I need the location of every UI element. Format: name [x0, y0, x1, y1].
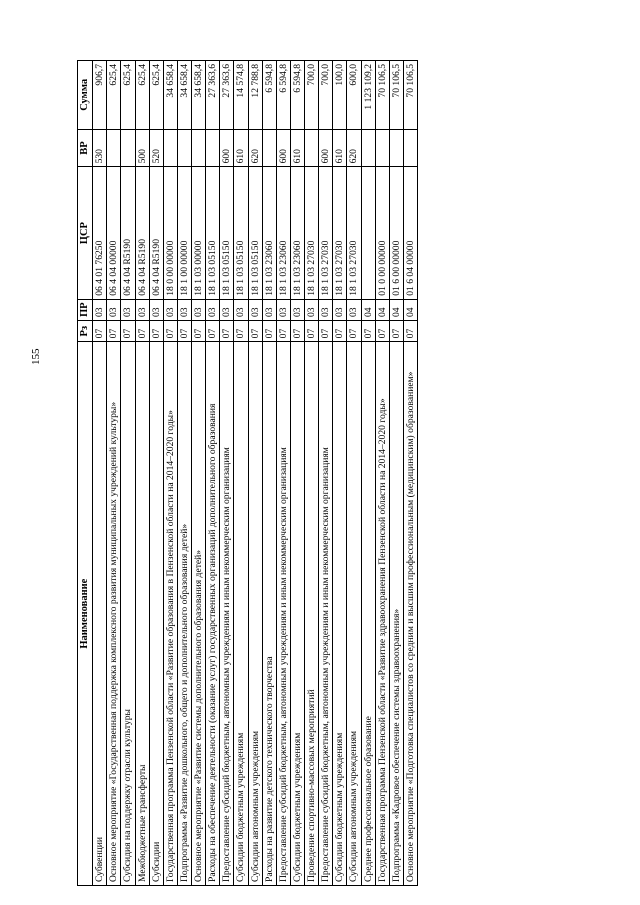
row-pr: 03 [163, 299, 177, 320]
table-row [276, 61, 290, 886]
row-csr: 18 1 03 27030 [333, 167, 347, 299]
row-rz: 07 [276, 321, 290, 342]
table-row [389, 61, 403, 886]
row-rz: 07 [192, 321, 206, 342]
row-sum: 70 106,5 [375, 61, 389, 130]
row-sum: 6 594,8 [262, 61, 276, 130]
row-vr [389, 129, 403, 167]
row-rz: 07 [290, 321, 304, 342]
row-name: Государственная программа Пензенской области «Развитие здравоохранения Пензенской области на 2014–2020 годы» [375, 342, 389, 886]
row-pr: 04 [361, 299, 375, 320]
table-row [248, 61, 262, 886]
row-sum: 27 363,6 [206, 61, 220, 130]
row-name: Государственная программа Пензенской области «Развитие образования в Пензенской области на 2014–2020 годы» [163, 342, 177, 886]
row-csr: 18 1 00 00000 [177, 167, 191, 299]
row-pr: 03 [290, 299, 304, 320]
row-vr [403, 129, 417, 167]
row-pr: 03 [177, 299, 191, 320]
row-name: Предоставление субсидий бюджетным, автономным учреждениям и иным некоммерческим организациям [220, 342, 234, 886]
row-rz: 07 [107, 321, 121, 342]
row-csr: 18 1 03 23060 [262, 167, 276, 299]
row-sum: 600,0 [347, 61, 361, 130]
row-pr: 03 [192, 299, 206, 320]
table-row [305, 61, 319, 886]
row-sum: 625,4 [135, 61, 149, 130]
page-number: 155 [30, 348, 42, 365]
row-vr: 610 [234, 129, 248, 167]
row-rz: 07 [262, 321, 276, 342]
header-csr: ЦСР [78, 167, 93, 299]
table-row [403, 61, 417, 886]
row-sum: 14 574,8 [234, 61, 248, 130]
row-vr [192, 129, 206, 167]
row-csr: 18 1 03 05150 [206, 167, 220, 299]
row-rz: 07 [403, 321, 417, 342]
row-rz: 07 [361, 321, 375, 342]
row-pr: 03 [347, 299, 361, 320]
row-csr: 18 0 00 00000 [163, 167, 177, 299]
row-name: Основное мероприятие «Государственная поддержка комплексного развития муниципальных учреждений культуры» [107, 342, 121, 886]
row-pr: 03 [206, 299, 220, 320]
header-name: Наименование [78, 342, 93, 886]
row-csr: 18 1 03 27030 [319, 167, 333, 299]
row-csr: 18 1 03 05150 [234, 167, 248, 299]
row-csr: 18 1 03 05150 [220, 167, 234, 299]
row-vr [361, 129, 375, 167]
row-name: Субсидии бюджетным учреждениям [234, 342, 248, 886]
row-vr [163, 129, 177, 167]
row-sum: 70 106,5 [389, 61, 403, 130]
row-vr: 530 [93, 129, 107, 167]
row-sum: 700,0 [319, 61, 333, 130]
row-csr: 18 1 03 23060 [276, 167, 290, 299]
row-rz: 07 [149, 321, 163, 342]
table-row [107, 61, 121, 886]
table-row [319, 61, 333, 886]
row-csr: 06 4 04 R5190 [149, 167, 163, 299]
row-vr: 620 [347, 129, 361, 167]
row-sum: 34 658,4 [177, 61, 191, 130]
row-name: Расходы на развитие детского технического творчества [262, 342, 276, 886]
row-csr: 18 1 03 27030 [347, 167, 361, 299]
table-header-row [78, 61, 93, 886]
row-name: Расходы на обеспечение деятельности (оказание услуг) государственных организаций дополнительного образования [206, 342, 220, 886]
row-rz: 07 [248, 321, 262, 342]
row-pr: 03 [121, 299, 135, 320]
row-sum: 70 106,5 [403, 61, 417, 130]
row-vr: 600 [220, 129, 234, 167]
row-vr: 500 [135, 129, 149, 167]
row-sum: 625,4 [121, 61, 135, 130]
row-sum: 6 594,8 [290, 61, 304, 130]
row-name: Субсидии бюджетным учреждениям [290, 342, 304, 886]
row-pr: 04 [389, 299, 403, 320]
row-csr: 18 1 03 23060 [290, 167, 304, 299]
row-pr: 03 [319, 299, 333, 320]
header-vr: ВР [78, 129, 93, 167]
row-sum: 1 123 109,2 [361, 61, 375, 130]
row-name: Предоставление субсидий бюджетным, автономным учреждениям и иным некоммерческим организациям [319, 342, 333, 886]
row-pr: 03 [149, 299, 163, 320]
row-name: Предоставление субсидий бюджетным, автономным учреждениям и иным некоммерческим организациям [276, 342, 290, 886]
table-row [121, 61, 135, 886]
row-sum: 34 658,4 [163, 61, 177, 130]
table-row [192, 61, 206, 886]
row-pr: 03 [93, 299, 107, 320]
row-vr [375, 129, 389, 167]
row-rz: 07 [305, 321, 319, 342]
table-row [206, 61, 220, 886]
header-pr: ПР [78, 299, 93, 320]
row-name: Субсидия на поддержку отрасли культуры [121, 342, 135, 886]
row-name: Подпрограмма «Развитие дошкольного, общего и дополнительного образования детей» [177, 342, 191, 886]
row-csr: 18 1 03 27030 [305, 167, 319, 299]
row-pr: 03 [107, 299, 121, 320]
row-csr: 01 6 04 00000 [403, 167, 417, 299]
row-name: Субсидии автономным учреждениям [347, 342, 361, 886]
row-name: Субсидии автономным учреждениям [248, 342, 262, 886]
table-row [149, 61, 163, 886]
table-row [93, 61, 107, 886]
row-sum: 12 788,8 [248, 61, 262, 130]
table-row [177, 61, 191, 886]
row-csr: 06 4 01 76250 [93, 167, 107, 299]
row-vr: 600 [276, 129, 290, 167]
row-vr [121, 129, 135, 167]
table-row [220, 61, 234, 886]
row-sum: 6 594,8 [276, 61, 290, 130]
row-sum: 625,4 [107, 61, 121, 130]
row-name: Основное мероприятие «Развитие системы дополнительного образования детей» [192, 342, 206, 886]
table-row [361, 61, 375, 886]
row-name: Проведение спортивно-массовых мероприятий [305, 342, 319, 886]
row-pr: 04 [403, 299, 417, 320]
row-pr: 03 [220, 299, 234, 320]
row-sum: 625,4 [149, 61, 163, 130]
budget-table [77, 60, 418, 886]
row-rz: 07 [177, 321, 191, 342]
row-vr [305, 129, 319, 167]
row-name: Межбюджетные трансферты [135, 342, 149, 886]
row-vr: 610 [333, 129, 347, 167]
row-name: Среднее профессиональное образование [361, 342, 375, 886]
row-name: Субсидии бюджетным учреждениям [333, 342, 347, 886]
row-pr: 04 [375, 299, 389, 320]
row-vr: 620 [248, 129, 262, 167]
row-pr: 03 [276, 299, 290, 320]
table-row [234, 61, 248, 886]
table-row [333, 61, 347, 886]
row-csr: 01 0 00 00000 [375, 167, 389, 299]
table-row [163, 61, 177, 886]
row-sum: 700,0 [305, 61, 319, 130]
row-csr: 01 6 00 00000 [389, 167, 403, 299]
row-rz: 07 [234, 321, 248, 342]
row-csr: 18 1 03 05150 [248, 167, 262, 299]
row-vr [107, 129, 121, 167]
row-name: Субсидии [149, 342, 163, 886]
row-pr: 03 [234, 299, 248, 320]
row-vr [177, 129, 191, 167]
row-vr: 610 [290, 129, 304, 167]
row-csr: 06 4 04 R5190 [135, 167, 149, 299]
row-vr: 520 [149, 129, 163, 167]
row-csr [361, 167, 375, 299]
table-row [375, 61, 389, 886]
row-sum: 34 658,4 [192, 61, 206, 130]
row-csr: 06 4 04 R5190 [121, 167, 135, 299]
row-pr: 03 [248, 299, 262, 320]
row-vr [206, 129, 220, 167]
row-rz: 07 [93, 321, 107, 342]
table-row [290, 61, 304, 886]
row-rz: 07 [389, 321, 403, 342]
table-row [347, 61, 361, 886]
header-rz: Рз [78, 321, 93, 342]
row-csr: 06 4 04 00000 [107, 167, 121, 299]
row-rz: 07 [135, 321, 149, 342]
row-rz: 07 [319, 321, 333, 342]
row-rz: 07 [206, 321, 220, 342]
row-pr: 03 [333, 299, 347, 320]
row-rz: 07 [163, 321, 177, 342]
header-sum: Сумма [78, 61, 93, 130]
row-rz: 07 [333, 321, 347, 342]
row-vr [262, 129, 276, 167]
row-sum: 906,7 [93, 61, 107, 130]
row-csr: 18 1 03 00000 [192, 167, 206, 299]
table-row [262, 61, 276, 886]
row-name: Подпрограмма «Кадровое обеспечение системы здравоохранения» [389, 342, 403, 886]
row-sum: 100,0 [333, 61, 347, 130]
row-pr: 03 [135, 299, 149, 320]
row-pr: 03 [305, 299, 319, 320]
table-row [135, 61, 149, 886]
row-rz: 07 [121, 321, 135, 342]
row-sum: 27 363,6 [220, 61, 234, 130]
row-name: Субвенции [93, 342, 107, 886]
row-rz: 07 [375, 321, 389, 342]
rotated-table-container [77, 60, 599, 886]
table-body [93, 61, 418, 886]
row-rz: 07 [220, 321, 234, 342]
row-pr: 03 [262, 299, 276, 320]
row-rz: 07 [347, 321, 361, 342]
row-vr: 600 [319, 129, 333, 167]
row-name: Основное мероприятие «Подготовка специалистов со средним и высшим профессиональным (медицинским) образованием» [403, 342, 417, 886]
